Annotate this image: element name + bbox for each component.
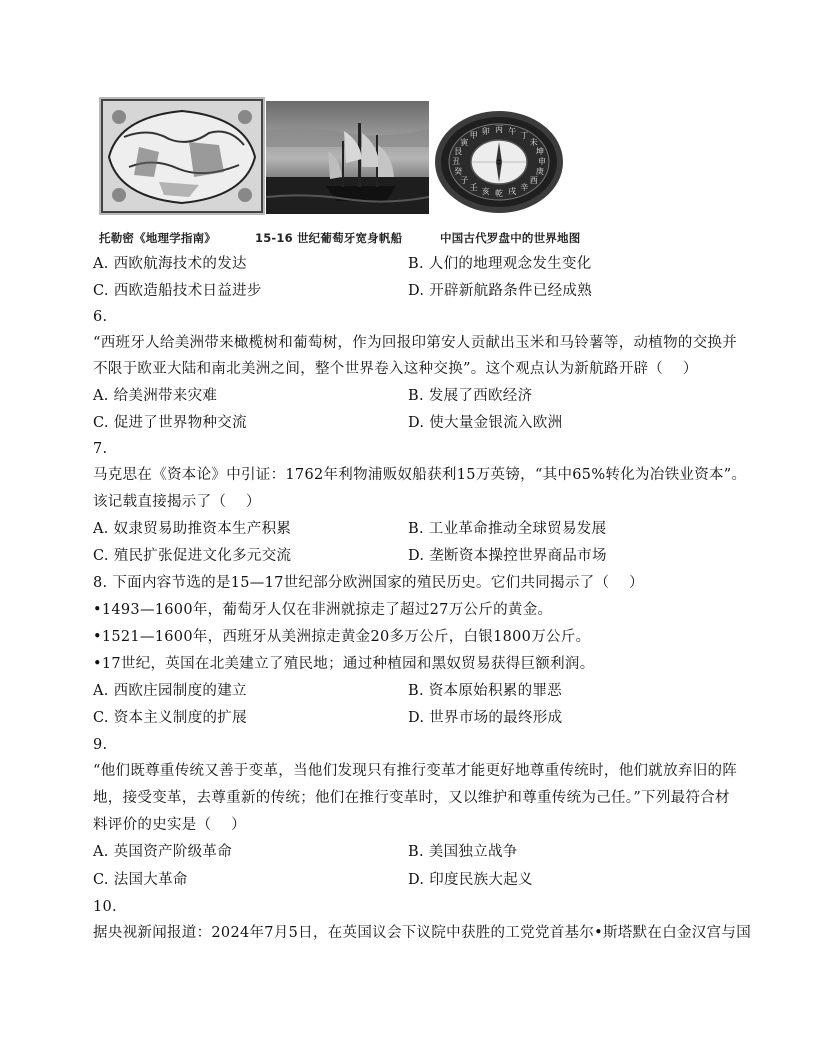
caption-compass: 中国古代罗盘中的世界地图 [440, 231, 581, 245]
compass-mark: 午 [508, 126, 517, 136]
q8-option-c[interactable]: C. 资本主义制度的扩展 [93, 710, 247, 726]
q8-bullet-1: •1493—1600年，葡萄牙人仅在非洲就掠走了超过27万公斤的黄金。 [93, 602, 553, 618]
q9-option-d[interactable]: D. 印度民族大起义 [408, 872, 533, 888]
compass-mark: 乾 [495, 189, 503, 198]
q5-option-a[interactable]: A. 西欧航海技术的发达 [93, 256, 247, 272]
q5-option-b[interactable]: B. 人们的地理观念发生变化 [408, 256, 592, 272]
compass-mark: 甲 [469, 131, 478, 141]
q7-number: 7. [93, 441, 108, 457]
q6-option-d[interactable]: D. 使大量金银流入欧洲 [408, 415, 563, 431]
q9-stem-line-3: 料评价的史实是（ ） [93, 817, 246, 833]
q9-number: 9. [93, 737, 108, 753]
q8-option-b[interactable]: B. 资本原始积累的罪恶 [408, 683, 562, 699]
q5-option-d[interactable]: D. 开辟新航路条件已经成熟 [408, 283, 593, 299]
q7-stem-line-2: 该记载直接揭示了（ ） [93, 494, 261, 510]
q9-option-b[interactable]: B. 美国独立战争 [408, 844, 518, 860]
q7-option-d[interactable]: D. 垄断资本操控世界商品市场 [408, 548, 607, 564]
compass-mark: 寅 [460, 138, 469, 148]
caption-ptolemy: 托勒密《地理学指南》 [99, 231, 216, 245]
q6-number: 6. [93, 309, 108, 325]
caption-ship: 15-16 世纪葡萄牙宽身帆船 [255, 231, 403, 245]
ptolemy-map-drawing [99, 97, 265, 215]
q5-option-c[interactable]: C. 西欧造船技术日益进步 [93, 283, 262, 299]
compass-mark: 丑 [452, 157, 460, 166]
q8-bullet-3: •17世纪，英国在北美建立了殖民地；通过种植园和黑奴贸易获得巨额利润。 [93, 656, 595, 672]
q10-stem-line-1: 据央视新闻报道：2024年7月5日，在英国议会下议院中获胜的工党党首基尔•斯塔默在白金汉宫与国 [93, 925, 752, 941]
q8-stem: 8. 下面内容节选的是15—17世纪部分欧洲国家的殖民历史。它们共同揭示了（ ） [93, 575, 644, 591]
compass-mark: 庚 [535, 166, 544, 176]
q7-option-a[interactable]: A. 奴隶贸易助推资本生产积累 [93, 521, 292, 537]
q6-option-c[interactable]: C. 促进了世界物种交流 [93, 415, 247, 431]
compass-mark: 申 [538, 157, 546, 166]
ship-drawing [266, 101, 429, 214]
q9-option-a[interactable]: A. 英国资产阶级革命 [93, 844, 232, 860]
compass-mark: 卯 [481, 126, 490, 136]
q9-option-c[interactable]: C. 法国大革命 [93, 872, 188, 888]
q6-stem-line-2: 不限于欧亚大陆和南北美洲之间，整个世界卷入这种交换”。这个观点认为新航路开辟（ ） [93, 361, 698, 377]
compass-mark: 坤 [535, 147, 544, 157]
q8-option-a[interactable]: A. 西欧庄园制度的建立 [93, 683, 247, 699]
q9-stem-line-1: “他们既尊重传统又善于变革，当他们发现只有推行变革才能更好地尊重传统时，他们就放弃旧的阵 [93, 763, 738, 779]
q6-option-a[interactable]: A. 给美洲带来灾难 [93, 388, 218, 404]
compass-mark: 丙 [495, 125, 503, 134]
compass-mark: 亥 [481, 187, 490, 197]
compass-mark: 壬 [469, 182, 478, 192]
ship-image [266, 101, 429, 214]
ptolemy-map-image [99, 97, 265, 215]
compass-mark: 辛 [520, 182, 529, 192]
q6-option-b[interactable]: B. 发展了西欧经济 [408, 388, 533, 404]
q7-stem-line-1: 马克思在《资本论》中引证：1762年利物浦贩奴船获利15万英镑，“其中65%转化为冶铁业资本”。 [93, 467, 747, 483]
q8-option-d[interactable]: D. 世界市场的最终形成 [408, 710, 563, 726]
q10-number: 10. [93, 899, 117, 915]
q7-option-c[interactable]: C. 殖民扩张促进文化多元交流 [93, 548, 292, 564]
compass-mark: 子 [460, 175, 469, 185]
compass-mark: 癸 [454, 166, 463, 176]
q6-stem-line-1: “西班牙人给美洲带来橄榄树和葡萄树，作为回报印第安人贡献出玉米和马铃薯等，动植物的交换并 [93, 335, 738, 351]
compass-image [432, 106, 566, 216]
compass-mark: 艮 [454, 147, 463, 157]
q8-bullet-2: •1521—1600年，西班牙从美洲掠走黄金20多万公斤，白银1800万公斤。 [93, 629, 591, 645]
compass-mark: 戌 [508, 187, 517, 197]
q9-stem-line-2: 地，接受变革，去尊重新的传统；他们在推行变革时，又以维护和尊重传统为己任。”下列最符合材 [93, 790, 730, 806]
compass-mark: 未 [529, 138, 538, 148]
q7-option-b[interactable]: B. 工业革命推动全球贸易发展 [408, 521, 607, 537]
compass-mark: 酉 [529, 175, 538, 185]
compass-mark: 丁 [520, 131, 529, 141]
